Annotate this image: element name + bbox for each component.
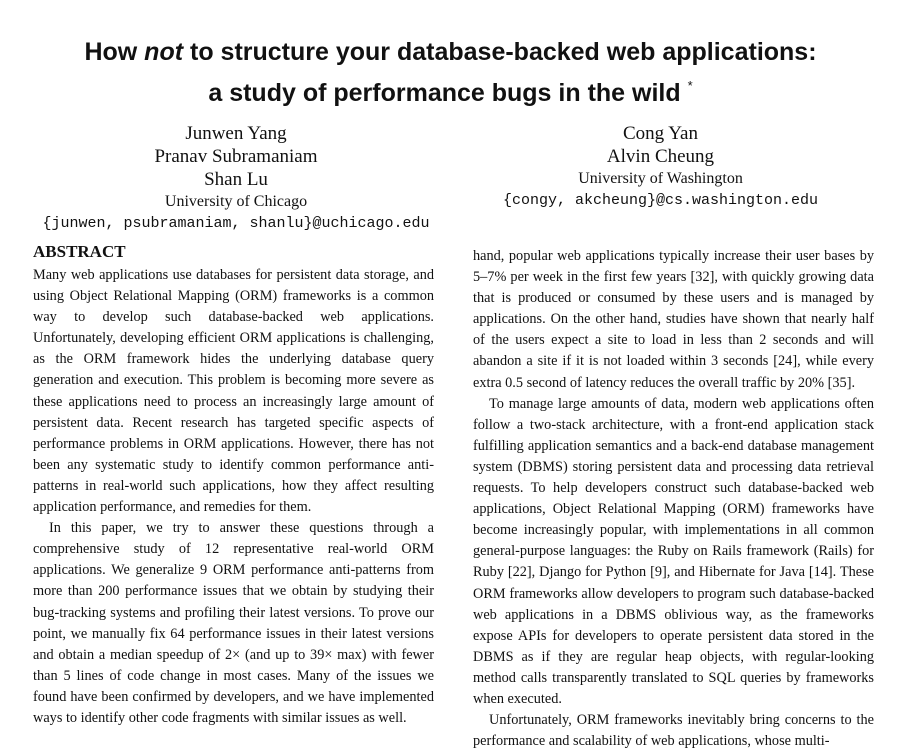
author-email: {junwen, psubramaniam, shanlu}@uchicago.edu (42, 215, 430, 232)
title-part: a study of performance bugs in the wild (208, 79, 688, 107)
title-part: How (84, 38, 145, 66)
institution-name: University of Washington (578, 170, 743, 187)
paper-title (0, 35, 901, 110)
title-line-1 (0, 35, 901, 69)
abstract-heading: ABSTRACT (33, 242, 126, 261)
title-footnote-mark: * (687, 78, 693, 93)
introduction-column (473, 246, 874, 752)
author-name: Junwen Yang (185, 123, 287, 144)
body-paragraph: To manage large amounts of data, modern web applications often follow a two-stack architecture, with a front-end application stack fulfilling application semantics and a back-end database management system (DBMS) storing persistent data and processing data retrieval requests. To help developers construct such database-backed web applications, Object Relational Mapping (ORM) frameworks have become increasingly popular, with implementations in all common general-purpose languages: the Ruby on Rails framework (Rails) for Ruby [22], Django for Python [9], and Hibernate for Java [14]. These ORM frameworks allow developers to program such database-backed web applications in a DBMS oblivious way, as the frameworks expose APIs for developers to operate persistent data stored in the DBMS as if they are regular heap objects, with regular-looking method calls transparently translated to SQL queries by frameworks when executed. (473, 395, 874, 707)
title-line-2 (0, 69, 901, 110)
body-paragraph: Unfortunately, ORM frameworks inevitably bring concerns to the performance and scalability of web applications, whose multi- (473, 712, 874, 750)
abstract-column (33, 240, 434, 729)
title-part: to structure your database-backed web applications: (183, 38, 817, 66)
abstract-paragraph: Many web applications use databases for persistent data storage, and using Object Relational Mapping (ORM) frameworks is a common way to develop such database-backed web applications. Unfortunately, developing efficient ORM applications is challenging, as the ORM framework hides the underlying database query generation and execution. This problem is becoming more severe as these applications need to process an increasingly large amount of persistent data. Recent research has targeted specific aspects of performance problems in ORM applications. However, there has not been any systematic study to identify common performance anti-patterns in real-world such applications, how they affect resulting application performance, and remedies for them. (33, 267, 434, 516)
institution-name: University of Chicago (164, 193, 308, 210)
author-email: {congy, akcheung}@cs.washington.edu (502, 192, 819, 209)
author-name: Shan Lu (204, 169, 268, 190)
body-paragraph: hand, popular web applications typically increase their user bases by 5–7% per week in the first few years [32], with quickly growing data that is produced or consumed by these users and is managed by applications. On the other hand, studies have shown that nearly half of the users expect a site to load in less than 2 seconds and will abandon a site if it is not loaded within 3 seconds [24], while every extra 0.5 second of latency reduces the overall traffic by 20% [35]. (473, 248, 874, 391)
author-name: Alvin Cheung (606, 146, 715, 167)
title-emphasis: not (144, 38, 184, 66)
author-name: Pranav Subramaniam (154, 146, 318, 167)
affiliation-block-chicago (23, 122, 449, 234)
author-name: Cong Yan (623, 123, 698, 144)
abstract-paragraph: In this paper, we try to answer these questions through a comprehensive study of 12 representative real-world ORM applications. We generalize 9 ORM performance anti-patterns from more than 200 performance issues that we obtain by studying their bug-tracking systems and profiling their latest versions. To prove our point, we manually fix 64 performance issues in their latest versions and obtain a median speedup of 2× (and up to 39× max) with fewer than 5 lines of code change in most cases. Many of the issues we found have been confirmed by developers, and we have implemented ways to identify other code fragments with similar issues as well. (33, 520, 434, 726)
affiliation-block-washington (480, 122, 841, 211)
